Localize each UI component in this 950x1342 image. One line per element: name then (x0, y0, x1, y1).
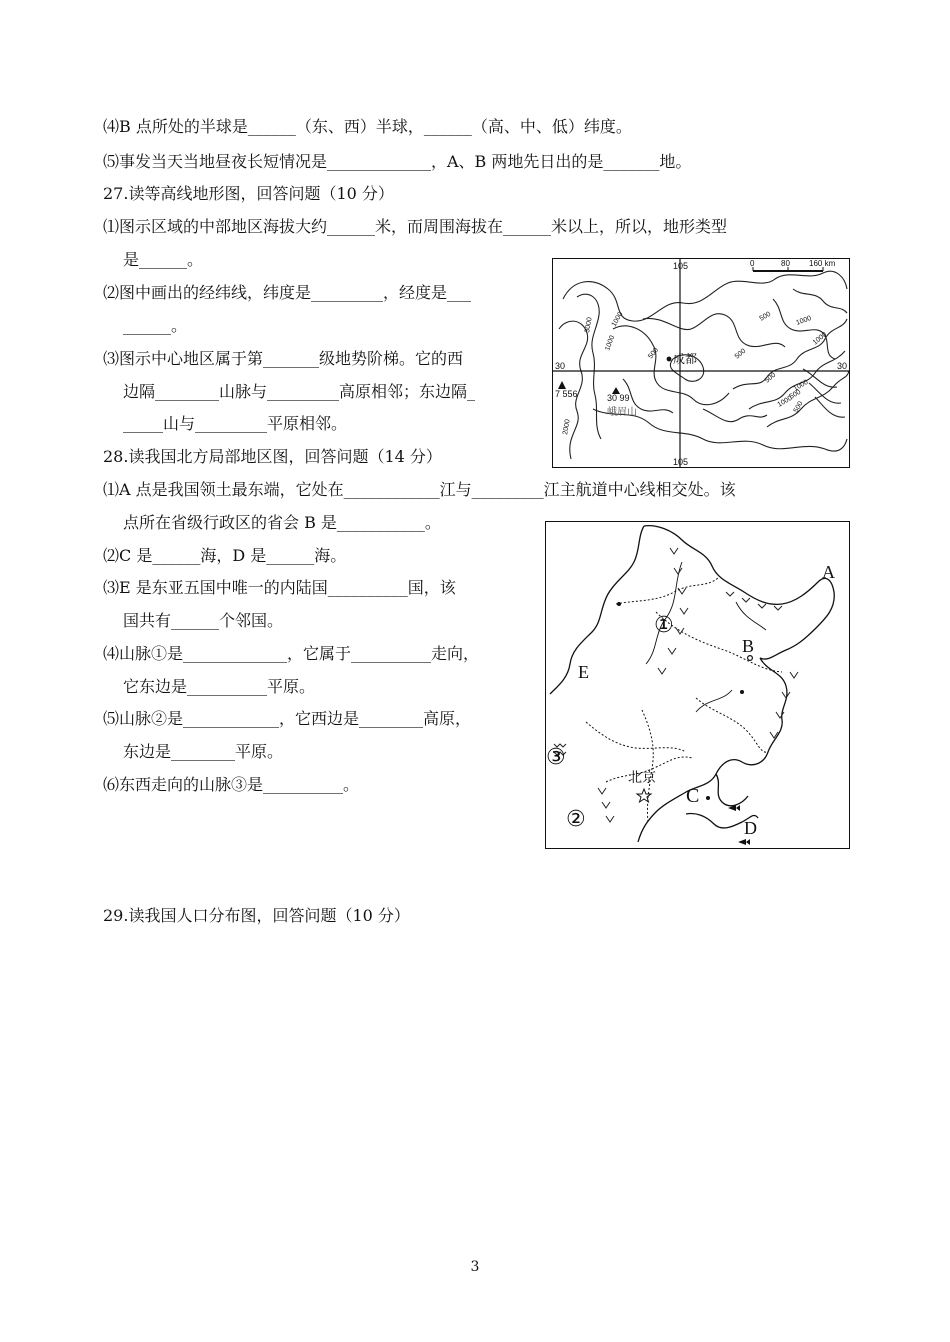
map1-contour-label: 500 (647, 346, 661, 361)
q27-title: 27.读等高线地形图，回答问题（10 分） (103, 184, 394, 203)
map1-peak-left: 7 556 (555, 389, 578, 399)
q28-title: 28.读我国北方局部地区图，回答问题（14 分） (103, 447, 442, 466)
map1-lat-right: 30 (837, 361, 848, 371)
map1-contour-label: 1000 (776, 394, 794, 409)
north-china-map (545, 521, 850, 849)
north-china-map-drawing (546, 522, 849, 848)
map1-scale-80: 80 (781, 259, 790, 268)
map2-label-a: A (822, 562, 835, 582)
map1-contour-label: 1000 (610, 311, 625, 328)
map2-label-e: E (578, 662, 589, 682)
q28-5-text: ⑸山脉②是____________，它西边是________高原， (103, 709, 472, 728)
q28-2-text: ⑵C 是______海，D 是______海。 (103, 546, 347, 565)
q28-4-text: ⑷山脉①是_____________，它属于__________走向， (103, 644, 480, 663)
map1-contour-label: 1000 (604, 334, 617, 352)
map1-lon-bottom: 105 (673, 457, 689, 467)
q27-3-text-cont2: _____山与_________平原相邻。 (123, 414, 348, 433)
q27-1-text-cont: 是______。 (123, 250, 204, 269)
q28-1-text: ⑴A 点是我国领土最东端，它处在____________江与_________江主航道中心线相交处。该 (103, 480, 736, 499)
map1-lat-left: 30 (555, 361, 566, 371)
q26-4-text: ⑷B 点所处的半球是______（东、西）半球，______（高、中、低）纬度。 (103, 117, 632, 136)
map2-mountain-1: ① (654, 613, 674, 638)
map2-label-b: B (742, 636, 755, 656)
q28-6-text: ⑹东西走向的山脉③是__________。 (103, 775, 360, 794)
map1-scale-160: 160 km (809, 259, 836, 268)
map1-contour-label: 500 (758, 310, 773, 323)
map1-contour-label: 3000 (584, 316, 594, 334)
map1-peak-mid: 30 99 (607, 393, 630, 403)
map1-scale-0: 0 (750, 259, 755, 268)
q28-4-text-cont: 它东边是__________平原。 (123, 677, 316, 696)
q27-3-text: ⑶图示中心地区属于第_______级地势阶梯。它的西 (103, 349, 464, 368)
map1-contour-label: 500 (788, 388, 803, 401)
map2-mountain-2: ② (566, 807, 586, 832)
map1-contour-label: 500 (733, 347, 748, 361)
map2-mountain-3: ③ (546, 745, 566, 770)
map1-lon-top: 105 (673, 261, 689, 271)
q27-1-text: ⑴图示区域的中部地区海拔大约______米，而周围海拔在______米以上，所以，地形类型 (103, 217, 728, 236)
map2-label-c: C (686, 785, 700, 807)
q27-2-text: ⑵图中画出的经纬线，纬度是_________，经度是___ (103, 283, 472, 302)
map2-capital-label: 北京 (628, 770, 656, 786)
map1-contour-label: 500 (763, 371, 778, 385)
map1-mountain-label: 峨眉山 (607, 407, 637, 418)
contour-map (552, 258, 850, 468)
q26-5-text: ⑸事发当天当地昼夜长短情况是_____________，A、B 两地先日出的是_______地。 (103, 152, 692, 171)
q27-2-text-cont: ______。 (123, 316, 188, 335)
map1-contour-label: 1000 (811, 331, 829, 347)
map1-contour-label: 500 (792, 400, 805, 414)
map1-contour-label: 2000 (562, 418, 572, 436)
q28-3-text: ⑶E 是东亚五国中唯一的内陆国__________国，该 (103, 578, 456, 597)
contour-map-drawing (553, 259, 849, 467)
q28-3-text-cont: 国共有______个邻国。 (123, 611, 284, 630)
q29-title: 29.读我国人口分布图，回答问题（10 分） (103, 906, 410, 925)
q28-1-text-cont: 点所在省级行政区的省会 B 是___________。 (123, 513, 441, 532)
q27-3-text-cont1: 边隔________山脉与_________高原相邻；东边隔_ (123, 382, 476, 401)
map2-label-d: D (744, 818, 757, 838)
map1-contour-label: 1000 (792, 378, 810, 393)
page-number: 3 (470, 1259, 480, 1275)
map1-contour-label: 1000 (795, 314, 813, 327)
q28-5-text-cont: 东边是________平原。 (123, 742, 284, 761)
map1-city-label: 成都 (673, 352, 698, 366)
